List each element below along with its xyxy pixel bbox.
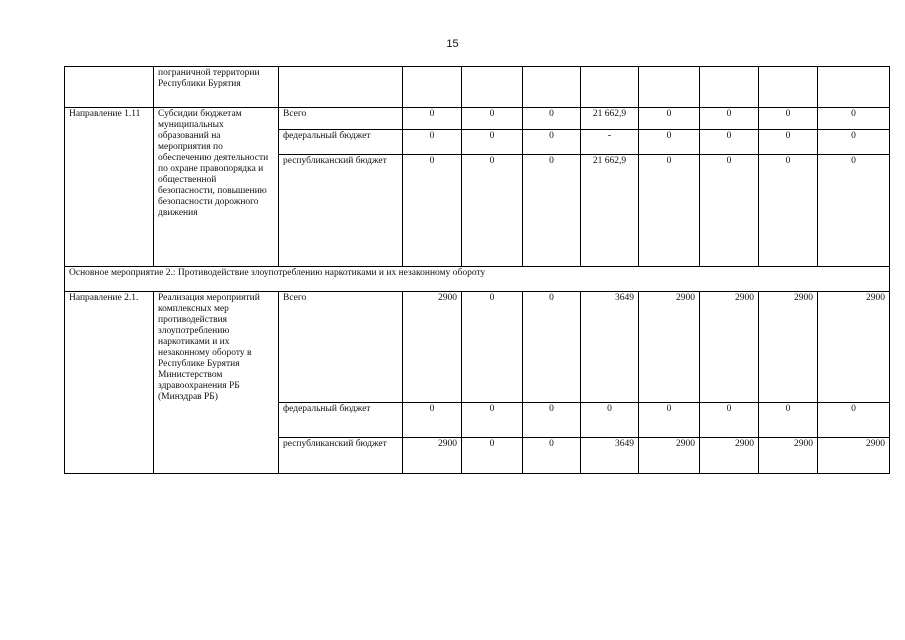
value-cell: 2900 <box>818 292 890 403</box>
value-cell: 0 <box>818 130 890 155</box>
value-cell: 2900 <box>700 438 759 474</box>
value-cell: 0 <box>523 155 581 267</box>
value-cell: 0 <box>639 403 700 438</box>
value-cell: 0 <box>759 403 818 438</box>
table-row <box>65 108 890 130</box>
value-cell: 2900 <box>639 438 700 474</box>
value-cell: 0 <box>759 130 818 155</box>
measure-cell: Субсидии бюджетам муниципальных образований на мероприятия по обеспечению деятельности по охране правопорядка и общественной безопасности, повышению безопасности дорожного движения <box>154 108 279 267</box>
value-cell: 21 662,9 <box>581 155 639 267</box>
value-cell: 0 <box>523 108 581 130</box>
value-cell: 2900 <box>700 292 759 403</box>
value-cell: 2900 <box>403 438 462 474</box>
value-cell: 0 <box>523 403 581 438</box>
source-cell: Всего <box>279 292 403 403</box>
value-cell: 0 <box>523 292 581 403</box>
value-cell: 0 <box>818 403 890 438</box>
value-cell: 0 <box>462 155 523 267</box>
value-cell: - <box>581 130 639 155</box>
value-cell: 0 <box>403 130 462 155</box>
section-heading: Основное мероприятие 2.: Противодействие злоупотреблению наркотиками и их незаконному обороту <box>65 267 890 292</box>
source-cell <box>279 67 403 108</box>
direction-cell: Направление 2.1. <box>65 292 154 474</box>
value-cell: 0 <box>462 292 523 403</box>
value-cell: 0 <box>700 403 759 438</box>
value-cell: 0 <box>639 130 700 155</box>
table-row <box>65 267 890 292</box>
source-cell: федеральный бюджет <box>279 403 403 438</box>
value-cell: 0 <box>759 155 818 267</box>
value-cell: 0 <box>759 108 818 130</box>
value-cell: 2900 <box>759 438 818 474</box>
source-cell: республиканский бюджет <box>279 438 403 474</box>
table-row <box>65 67 890 108</box>
value-cell: 2900 <box>403 292 462 403</box>
value-cell: 0 <box>581 403 639 438</box>
value-cell: 0 <box>462 130 523 155</box>
measure-cell: Реализация мероприятий комплексных мер противодействия злоупотреблению наркотиками и их незаконному обороту в Республике Бурятия Министерством здравоохранения РБ (Минздрав РБ) <box>154 292 279 474</box>
value-cell: 3649 <box>581 292 639 403</box>
value-cell: 0 <box>523 130 581 155</box>
source-cell: Всего <box>279 108 403 130</box>
value-cell: 0 <box>403 155 462 267</box>
direction-cell: Направление 1.11 <box>65 108 154 267</box>
value-cell: 2900 <box>818 438 890 474</box>
value-cell: 0 <box>462 108 523 130</box>
value-cell: 0 <box>639 108 700 130</box>
value-cell: 21 662,9 <box>581 108 639 130</box>
value-cell: 0 <box>462 438 523 474</box>
value-cell: 0 <box>523 438 581 474</box>
direction-cell <box>65 67 154 108</box>
value-cell: 3649 <box>581 438 639 474</box>
source-cell: республиканский бюджет <box>279 155 403 267</box>
value-cell: 0 <box>700 108 759 130</box>
value-cell: 0 <box>700 155 759 267</box>
value-cell: 0 <box>403 108 462 130</box>
table-row <box>65 292 890 403</box>
value-cell: 2900 <box>639 292 700 403</box>
value-cell: 0 <box>639 155 700 267</box>
measure-cell: пограничной территории Республики Бурятия <box>154 67 279 108</box>
value-cell: 0 <box>700 130 759 155</box>
value-cell: 0 <box>403 403 462 438</box>
budget-table <box>64 66 890 474</box>
value-cell: 0 <box>462 403 523 438</box>
value-cell: 0 <box>818 108 890 130</box>
page-number: 15 <box>446 38 459 50</box>
value-cell: 2900 <box>759 292 818 403</box>
source-cell: федеральный бюджет <box>279 130 403 155</box>
value-cell: 0 <box>818 155 890 267</box>
